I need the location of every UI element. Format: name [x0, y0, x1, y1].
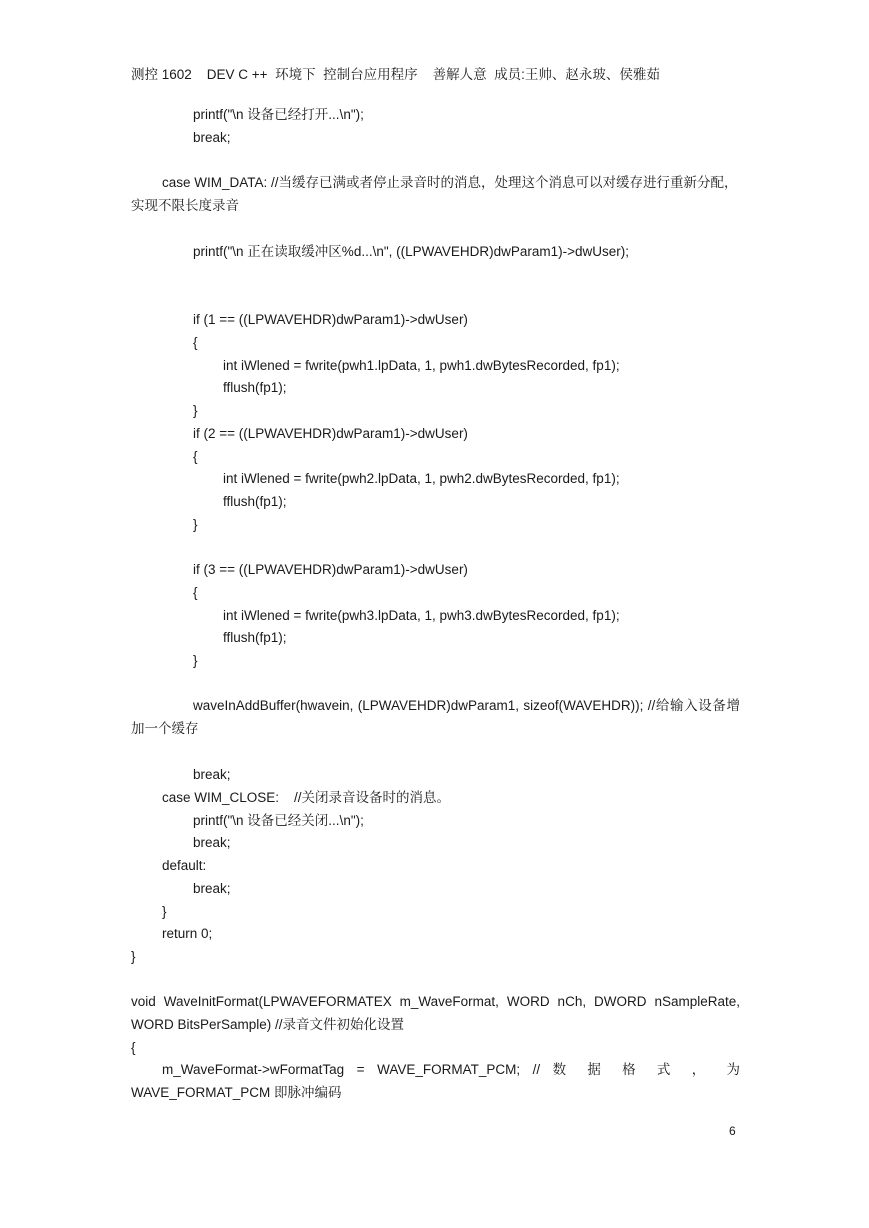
code-line: printf("\n 设备已经打开...\n"); — [193, 107, 364, 122]
code-line: } — [193, 403, 198, 418]
code-line: if (1 == ((LPWAVEHDR)dwParam1)->dwUser) — [193, 312, 468, 327]
page-header: 测控 1602 DEV C ++ 环境下 控制台应用程序 善解人意 成员:王帅、赵永玻、侯雅茹 — [131, 67, 660, 82]
code-line: printf("\n 正在读取缓冲区%d...\n", ((LPWAVEHDR)dwParam1)->dwUser); — [193, 244, 630, 259]
code-line: fflush(fp1); — [223, 380, 287, 395]
code-line-wrapped: m_WaveFormat->wFormatTag = WAVE_FORMAT_PCM; // 数 据 格 式 ， 为 WAVE_FORMAT_PCM 即脉冲编码 — [131, 1062, 740, 1100]
code-line: { — [193, 335, 198, 350]
page-number: 6 — [729, 1124, 736, 1138]
code-line: } — [193, 653, 198, 668]
code-line-wrapped: void WaveInitFormat(LPWAVEFORMATEX m_WaveFormat, WORD nCh, DWORD nSampleRate, WORD BitsPerSample) //录音文件初始化设置 — [131, 994, 740, 1032]
code-line: break; — [193, 881, 231, 896]
code-line: default: — [162, 858, 207, 873]
code-line: { — [193, 585, 198, 600]
code-line: int iWlened = fwrite(pwh1.lpData, 1, pwh1.dwBytesRecorded, fp1); — [223, 358, 620, 373]
code-line: if (2 == ((LPWAVEHDR)dwParam1)->dwUser) — [193, 426, 468, 441]
code-line: } — [193, 517, 198, 532]
code-line: { — [193, 449, 198, 464]
code-line: break; — [193, 130, 231, 145]
code-line: } — [162, 904, 167, 919]
code-line: fflush(fp1); — [223, 630, 287, 645]
code-line: break; — [193, 835, 231, 850]
code-line: int iWlened = fwrite(pwh2.lpData, 1, pwh2.dwBytesRecorded, fp1); — [223, 471, 620, 486]
code-line: if (3 == ((LPWAVEHDR)dwParam1)->dwUser) — [193, 562, 468, 577]
code-line: case WIM_CLOSE: //关闭录音设备时的消息。 — [162, 790, 451, 805]
code-line: printf("\n 设备已经关闭...\n"); — [193, 813, 364, 828]
code-line: int iWlened = fwrite(pwh3.lpData, 1, pwh3.dwBytesRecorded, fp1); — [223, 608, 620, 623]
code-line: fflush(fp1); — [223, 494, 287, 509]
code-line: break; — [193, 767, 231, 782]
code-line-wrapped: waveInAddBuffer(hwavein, (LPWAVEHDR)dwParam1, sizeof(WAVEHDR)); //给输入设备增加一个缓存 — [131, 698, 740, 736]
code-line: return 0; — [162, 926, 213, 941]
code-line-wrapped: case WIM_DATA: //当缓存已满或者停止录音时的消息，处理这个消息可以对缓存进行重新分配，实现不限长度录音 — [131, 175, 738, 213]
code-line: } — [131, 949, 136, 964]
code-line: { — [131, 1040, 136, 1055]
